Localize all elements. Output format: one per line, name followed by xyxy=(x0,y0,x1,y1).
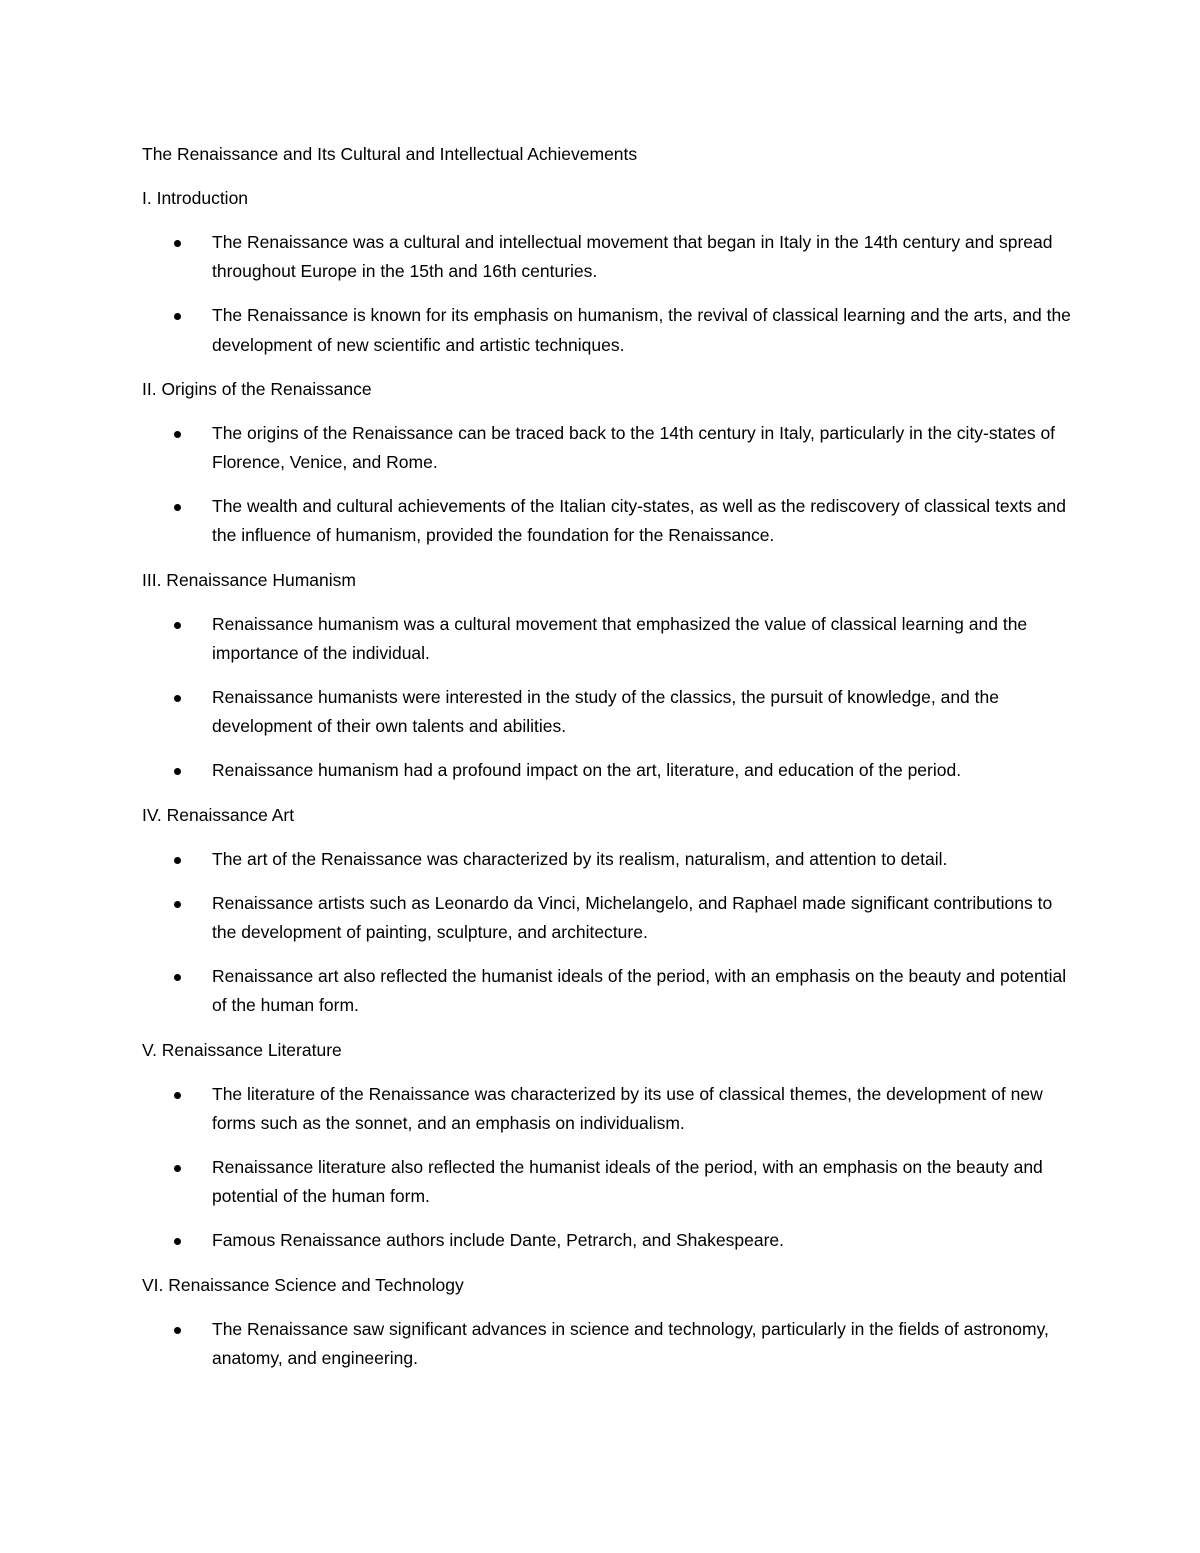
list-item xyxy=(142,962,1072,1020)
list-item-text: The literature of the Renaissance was characterized by its use of classical themes, the development of new forms such as the sonnet, and an emphasis on individualism. xyxy=(212,1083,1043,1133)
list-item-text: The art of the Renaissance was characterized by its realism, naturalism, and attention to detail. xyxy=(212,848,948,869)
bullet-dot-icon xyxy=(174,504,181,511)
section-heading: I. Introduction xyxy=(142,188,249,208)
bullet-dot-icon xyxy=(174,1327,181,1334)
list-item-text: The Renaissance is known for its emphasis on humanism, the revival of classical learning and the arts, and the development of new scientific and artistic techniques. xyxy=(212,305,1071,355)
list-item xyxy=(142,756,1072,785)
list-item xyxy=(142,845,1072,874)
list-item xyxy=(142,683,1072,741)
bullet-dot-icon xyxy=(174,1165,181,1172)
bullet-list xyxy=(142,419,1072,551)
list-item xyxy=(142,301,1072,359)
section-heading: V. Renaissance Literature xyxy=(142,1039,342,1060)
bullet-dot-icon xyxy=(174,431,181,438)
bullet-dot-icon xyxy=(174,901,181,908)
section-heading: IV. Renaissance Art xyxy=(142,804,295,825)
list-item-text: The Renaissance was a cultural and intellectual movement that began in Italy in the 14th century and spread throughout Europe in the 15th and 16th centuries. xyxy=(212,232,1053,282)
bullet-dot-icon xyxy=(174,974,181,981)
bullet-list xyxy=(142,1315,1072,1373)
list-item-text: Renaissance literature also reflected the humanist ideals of the period, with an emphasis on the beauty and potential of the human form. xyxy=(212,1157,1043,1207)
bullet-dot-icon xyxy=(174,1092,181,1099)
bullet-list xyxy=(142,610,1072,786)
document-title: The Renaissance and Its Cultural and Intellectual Achievements xyxy=(142,144,638,164)
bullet-dot-icon xyxy=(174,857,181,864)
list-item xyxy=(142,610,1072,668)
list-item xyxy=(142,419,1072,477)
bullet-dot-icon xyxy=(174,240,181,247)
list-item xyxy=(142,1153,1072,1211)
bullet-dot-icon xyxy=(174,695,181,702)
section-heading: VI. Renaissance Science and Technology xyxy=(142,1274,464,1295)
document-body xyxy=(142,140,1072,1388)
bullet-dot-icon xyxy=(174,768,181,775)
list-item-text: The wealth and cultural achievements of the Italian city-states, as well as the rediscovery of classical texts and the influence of humanism, provided the foundation for the Renaissance. xyxy=(212,496,1067,546)
list-item xyxy=(142,1226,1072,1255)
list-item xyxy=(142,1080,1072,1138)
bullet-list xyxy=(142,228,1072,360)
list-item-text: Renaissance humanists were interested in the study of the classics, the pursuit of knowledge, and the development of their own talents and abilities. xyxy=(212,687,999,737)
bullet-dot-icon xyxy=(174,313,181,320)
list-item xyxy=(142,1315,1072,1373)
bullet-list xyxy=(142,1080,1072,1256)
section-heading: II. Origins of the Renaissance xyxy=(142,378,372,399)
section-heading: III. Renaissance Humanism xyxy=(142,569,356,590)
bullet-dot-icon xyxy=(174,1238,181,1245)
list-item-text: Renaissance artists such as Leonardo da Vinci, Michelangelo, and Raphael made significant contributions to the development of painting, sculpture, and architecture. xyxy=(212,892,1053,943)
list-item-text: The Renaissance saw significant advances in science and technology, particularly in the fields of astronomy, anatomy, and engineering. xyxy=(212,1318,1049,1368)
list-item xyxy=(142,228,1072,286)
list-item xyxy=(142,889,1072,947)
bullet-list xyxy=(142,845,1072,1021)
sections-container xyxy=(142,184,1072,1373)
list-item-text: The origins of the Renaissance can be traced back to the 14th century in Italy, particularly in the city-states of Florence, Venice, and Rome. xyxy=(212,422,1056,473)
list-item xyxy=(142,492,1072,550)
list-item-text: Renaissance art also reflected the humanist ideals of the period, with an emphasis on the beauty and potential of the human form. xyxy=(212,966,1067,1016)
bullet-dot-icon xyxy=(174,622,181,629)
list-item-text: Renaissance humanism had a profound impact on the art, literature, and education of the period. xyxy=(212,760,962,781)
list-item-text: Famous Renaissance authors include Dante, Petrarch, and Shakespeare. xyxy=(212,1230,784,1251)
list-item-text: Renaissance humanism was a cultural movement that emphasized the value of classical learning and the importance of the individual. xyxy=(212,613,1028,663)
